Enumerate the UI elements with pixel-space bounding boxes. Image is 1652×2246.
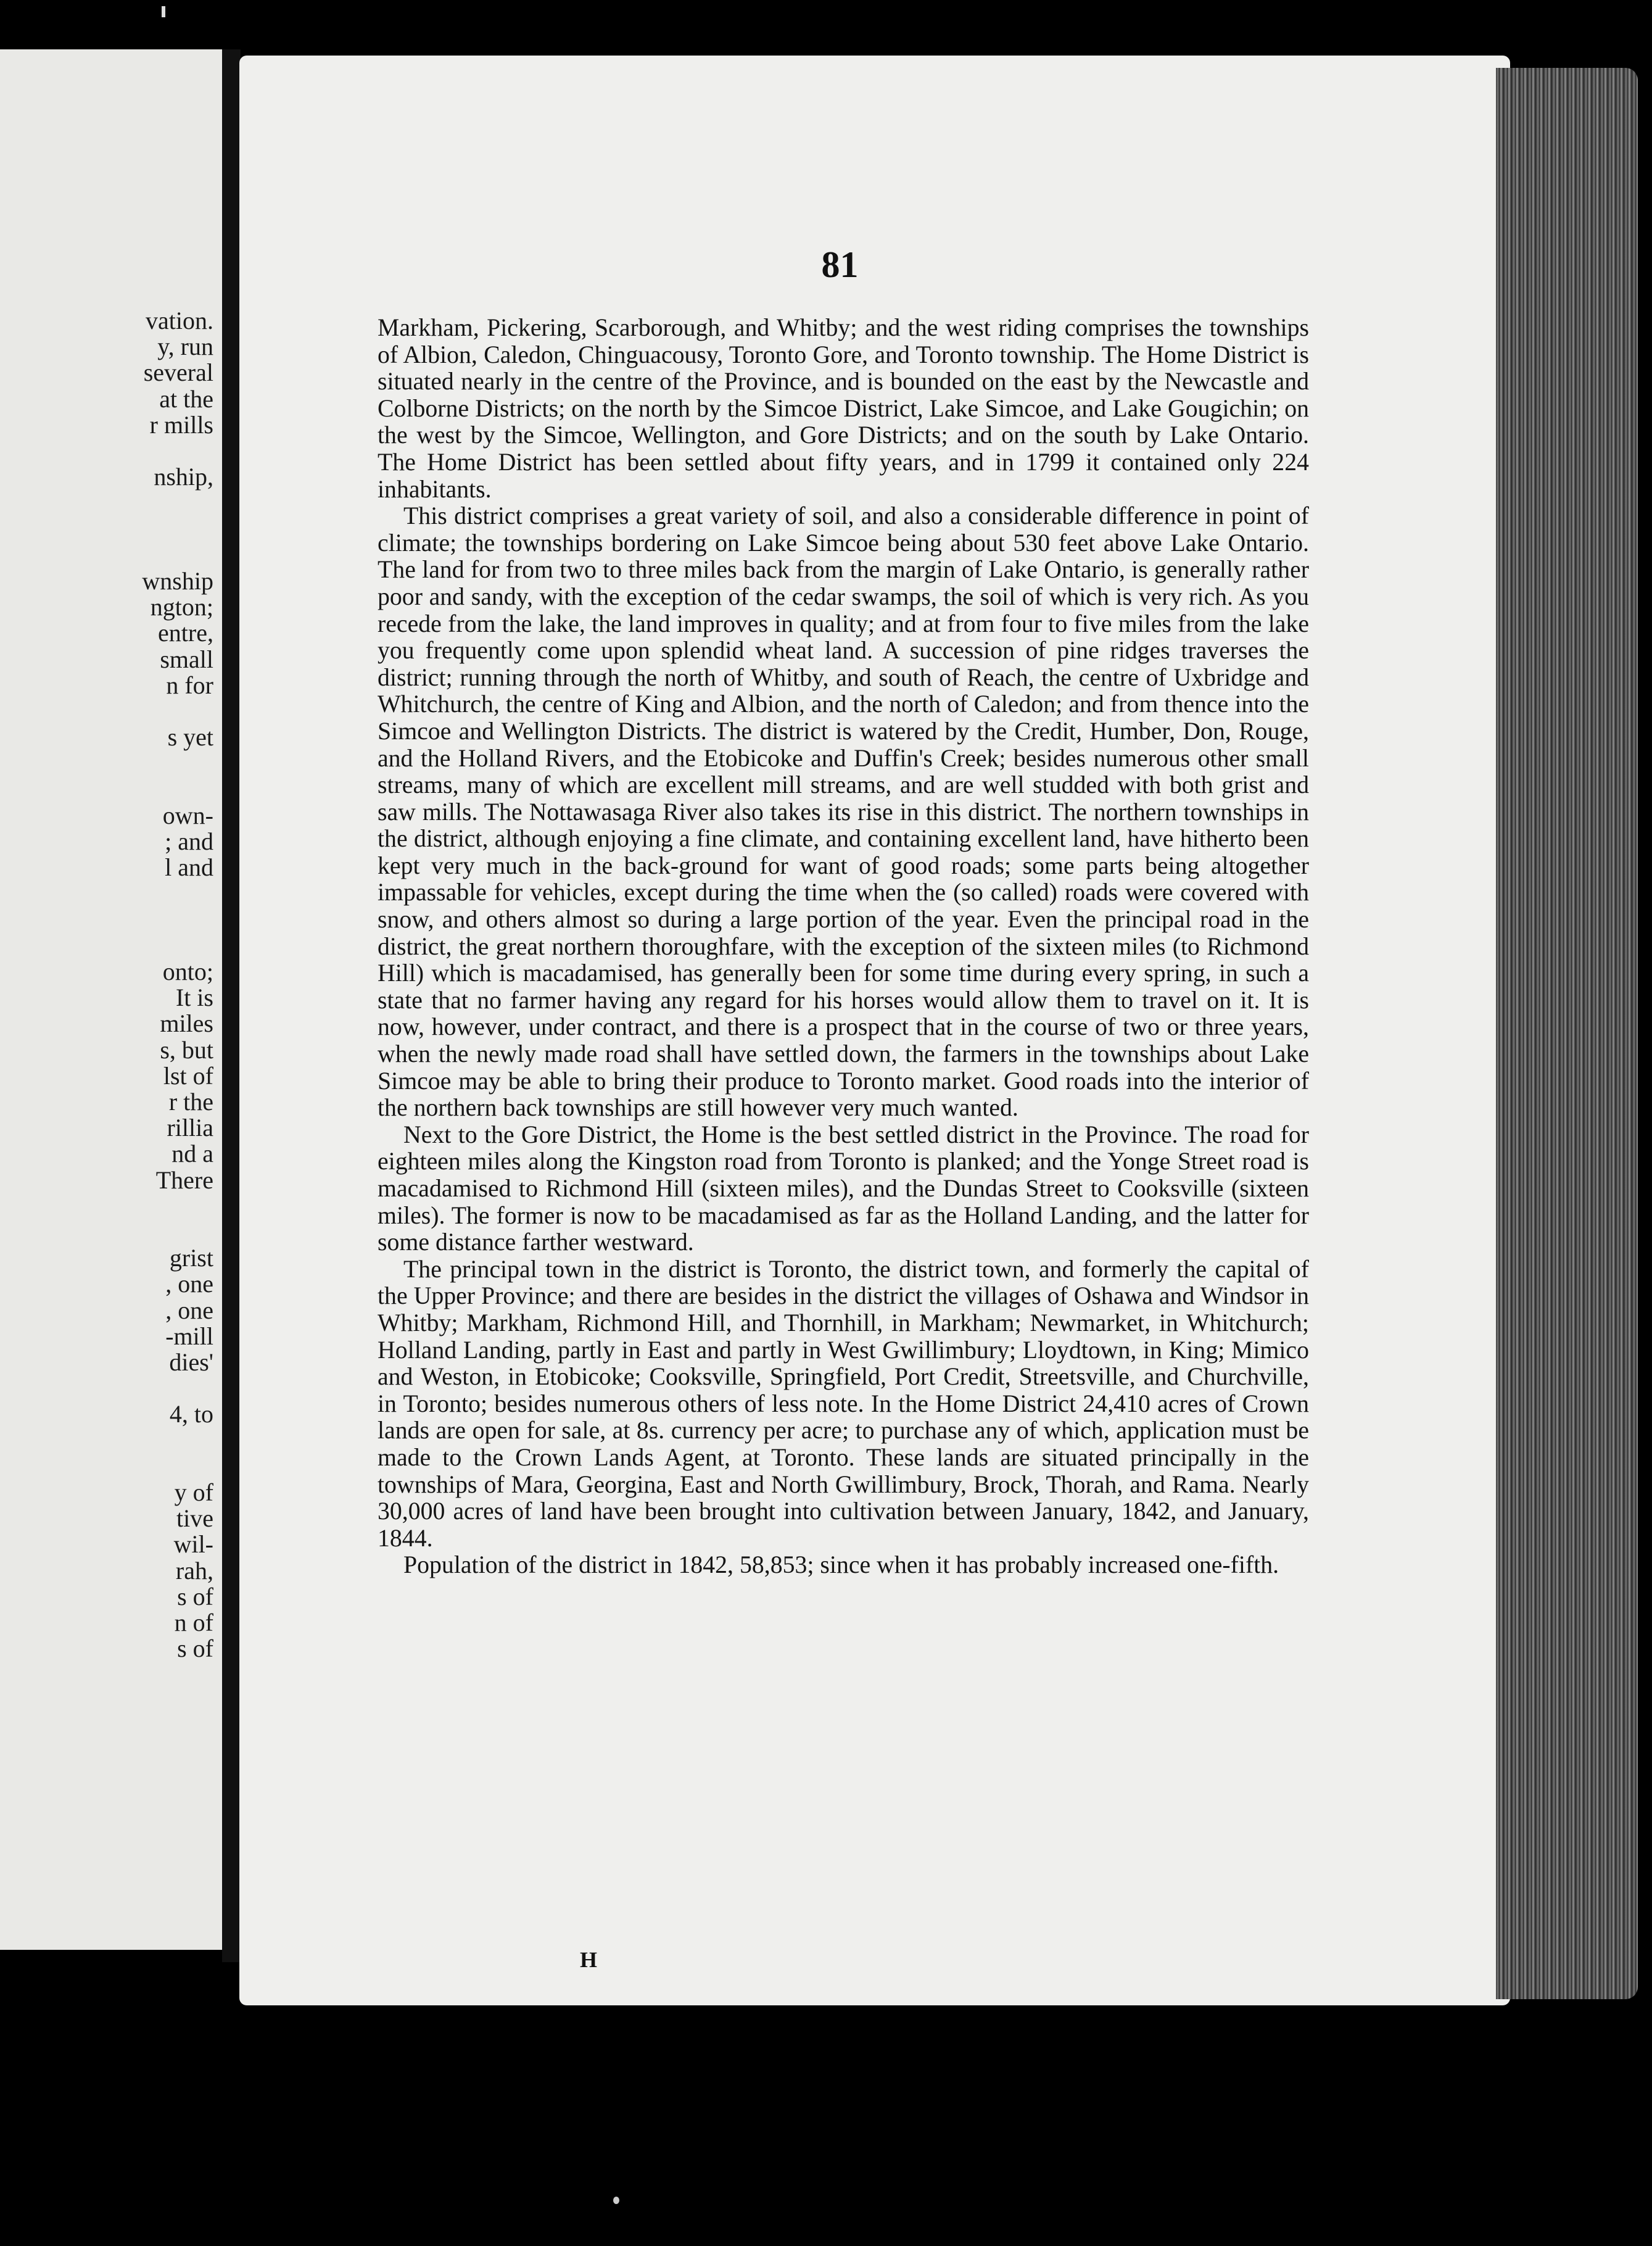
facing-page-fragment: It is xyxy=(175,984,213,1012)
facing-page-fragment: , one xyxy=(165,1270,213,1298)
facing-page-fragment: n for xyxy=(166,671,213,699)
facing-page-fragment: There xyxy=(155,1166,213,1194)
facing-page-fragment: , one xyxy=(165,1296,213,1324)
facing-page-fragment: small xyxy=(160,645,213,673)
facing-page-fragment: wnship xyxy=(142,567,213,595)
facing-page-fragment: s of xyxy=(177,1635,213,1663)
paragraph-1: Markham, Pickering, Scarborough, and Whitby; and the west riding comprises the townships of Albion, Caledon, Chinguacousy, Toronto Gore, and Toronto township. The Home District is situated nearly in the centre of the Province, and is bounded on the east by the Newcastle and Colborne Districts; on the north by the Simcoe District, Lake Simcoe, and Lake Gougichin; on the west by the Simcoe, Wellington, and Gore Districts; and on the south by Lake Ontario. The Home District has been settled about fifty years, and in 1799 it contained only 224 inhabitants. xyxy=(378,314,1309,503)
paragraph-5: Population of the district in 1842, 58,853; since when it has probably increased one-fifth. xyxy=(403,1551,1279,1579)
bottom-speck xyxy=(613,2197,619,2204)
facing-page-fragment: rillia xyxy=(167,1114,213,1142)
page-number: 81 xyxy=(821,244,859,285)
facing-page-fragment: ; and xyxy=(165,827,213,855)
facing-page-fragment: vation. xyxy=(146,307,213,334)
facing-page-fragment: s yet xyxy=(167,723,213,752)
facing-page-fragment: own- xyxy=(162,801,213,829)
facing-page-fragment: s, but xyxy=(160,1035,213,1064)
facing-page-fragment: several xyxy=(143,358,213,387)
facing-page-fragment: at the xyxy=(159,384,213,413)
facing-page-fragment: lst of xyxy=(163,1061,213,1090)
facing-page-fragment: 4, to xyxy=(169,1400,213,1428)
facing-page-fragment: y of xyxy=(174,1478,213,1506)
page-fore-edge xyxy=(1496,68,1638,1999)
top-speck xyxy=(162,6,165,17)
facing-page-fragment: -mill xyxy=(165,1322,213,1350)
facing-page-fragment: r the xyxy=(168,1088,213,1116)
facing-page-fragment: nd a xyxy=(171,1140,213,1168)
facing-page-fragment: nship, xyxy=(154,463,213,491)
paragraph-4: The principal town in the district is Toronto, the district town, and formerly the capital of the Upper Province; and there are besides in the district the villages of Oshawa and Windsor in Whitby; Markham, Richmond Hill, and Thornhill, in Markham; Newmarket, in Whitchurch; Holland Landing, partly in East and partly in West Gwillimbury; Lloydtown, in King; Mimico and Weston, in Etobicoke; Cooksville, Springfield, Port Credit, Streetsville, and Churchville, in Toronto; besides numerous others of less note. In the Home District 24,410 acres of Crown lands are open for sale, at 8s. currency per acre; to purchase any of which, application must be made to the Crown Lands Agent, at Toronto. These lands are situated principally in the townships of Mara, Georgina, East and North Gwillimbury, Brock, Thorah, and Rama. Nearly 30,000 acres of land have been brought into cultivation between January, 1842, and January, 1844. xyxy=(378,1255,1309,1552)
facing-page-fragment: n of xyxy=(174,1609,213,1636)
facing-page-fragment: miles xyxy=(160,1009,213,1038)
paragraph-3: Next to the Gore District, the Home is the best settled district in the Province. The road for eighteen miles along the Kingston road from Toronto is planked; and the Yonge Street road is macadamised to Richmond Hill (sixteen miles), and the Dundas Street to Cooksville (sixteen miles). The former is now to be macadamised as far as the Holland Landing, and the latter for some distance farther westward. xyxy=(378,1121,1309,1256)
facing-page-fragment: l and xyxy=(165,853,213,882)
facing-page-fragment: s of xyxy=(177,1582,213,1610)
facing-page-fragment: grist xyxy=(169,1244,213,1272)
paragraph-2: This district comprises a great variety of soil, and also a considerable difference in point of climate; the townships bordering on Lake Simcoe being about 530 feet above Lake Ontario. The land for from two to three miles back from the margin of Lake Ontario, is generally rather poor and sandy, with the exception of the cedar swamps, the soil of which is very rich. As you recede from the lake, the land improves in quality; and at from four to five miles from the lake you frequently come upon splendid wheat land. A succession of pine ridges traverses the district; running through the north of Whitby, and south of Reach, the centre of Uxbridge and Whitchurch, the centre of King and Albion, and the north of Caledon; and from thence into the Simcoe and Wellington Districts. The district is watered by the Credit, Humber, Don, Rouge, and the Holland Rivers, and the Etobicoke and Duffin's Creek; besides numerous other small streams, many of which are excellent mill streams, and are well studded with both grist and saw mills. The Nottawasaga River also takes its rise in this district. The northern townships in the district, although enjoying a fine climate, and containing excellent land, have hitherto been kept very much in the back-ground for want of good roads; some parts being altogether impassable for vehicles, except during the time when the (so called) roads were covered with snow, and others almost so during a large portion of the year. Even the principal road in the district, the great northern thoroughfare, with the exception of the sixteen miles (to Richmond Hill) which is macadamised, has generally been for some time during every spring, in such a state that no farmer having any regard for his horses would allow them to travel on it. It is now, however, under contract, and there is a prospect that in the course of two or three years, when the newly made road shall have settled down, the farmers in the townships about Lake Simcoe may be able to bring their produce to Toronto market. Good roads into the interior of the northern back townships are still however very much wanted. xyxy=(378,502,1309,1122)
signature-mark: H xyxy=(580,1947,598,1972)
facing-page-fragment: tive xyxy=(176,1504,213,1533)
facing-page-fragment: wil- xyxy=(173,1530,213,1559)
facing-page-fragment: entre, xyxy=(158,619,213,647)
facing-page-fragment: dies' xyxy=(169,1348,213,1376)
body-text xyxy=(378,315,1309,1579)
facing-page-fragment: r mills xyxy=(149,410,213,439)
facing-page-fragment: ngton; xyxy=(150,593,213,621)
facing-page-fragment: y, run xyxy=(157,333,213,361)
book-gutter xyxy=(222,49,241,1962)
facing-page-fragment: rah, xyxy=(175,1556,213,1585)
facing-page-fragment: onto; xyxy=(162,958,213,985)
facing-page-left xyxy=(0,49,222,1950)
